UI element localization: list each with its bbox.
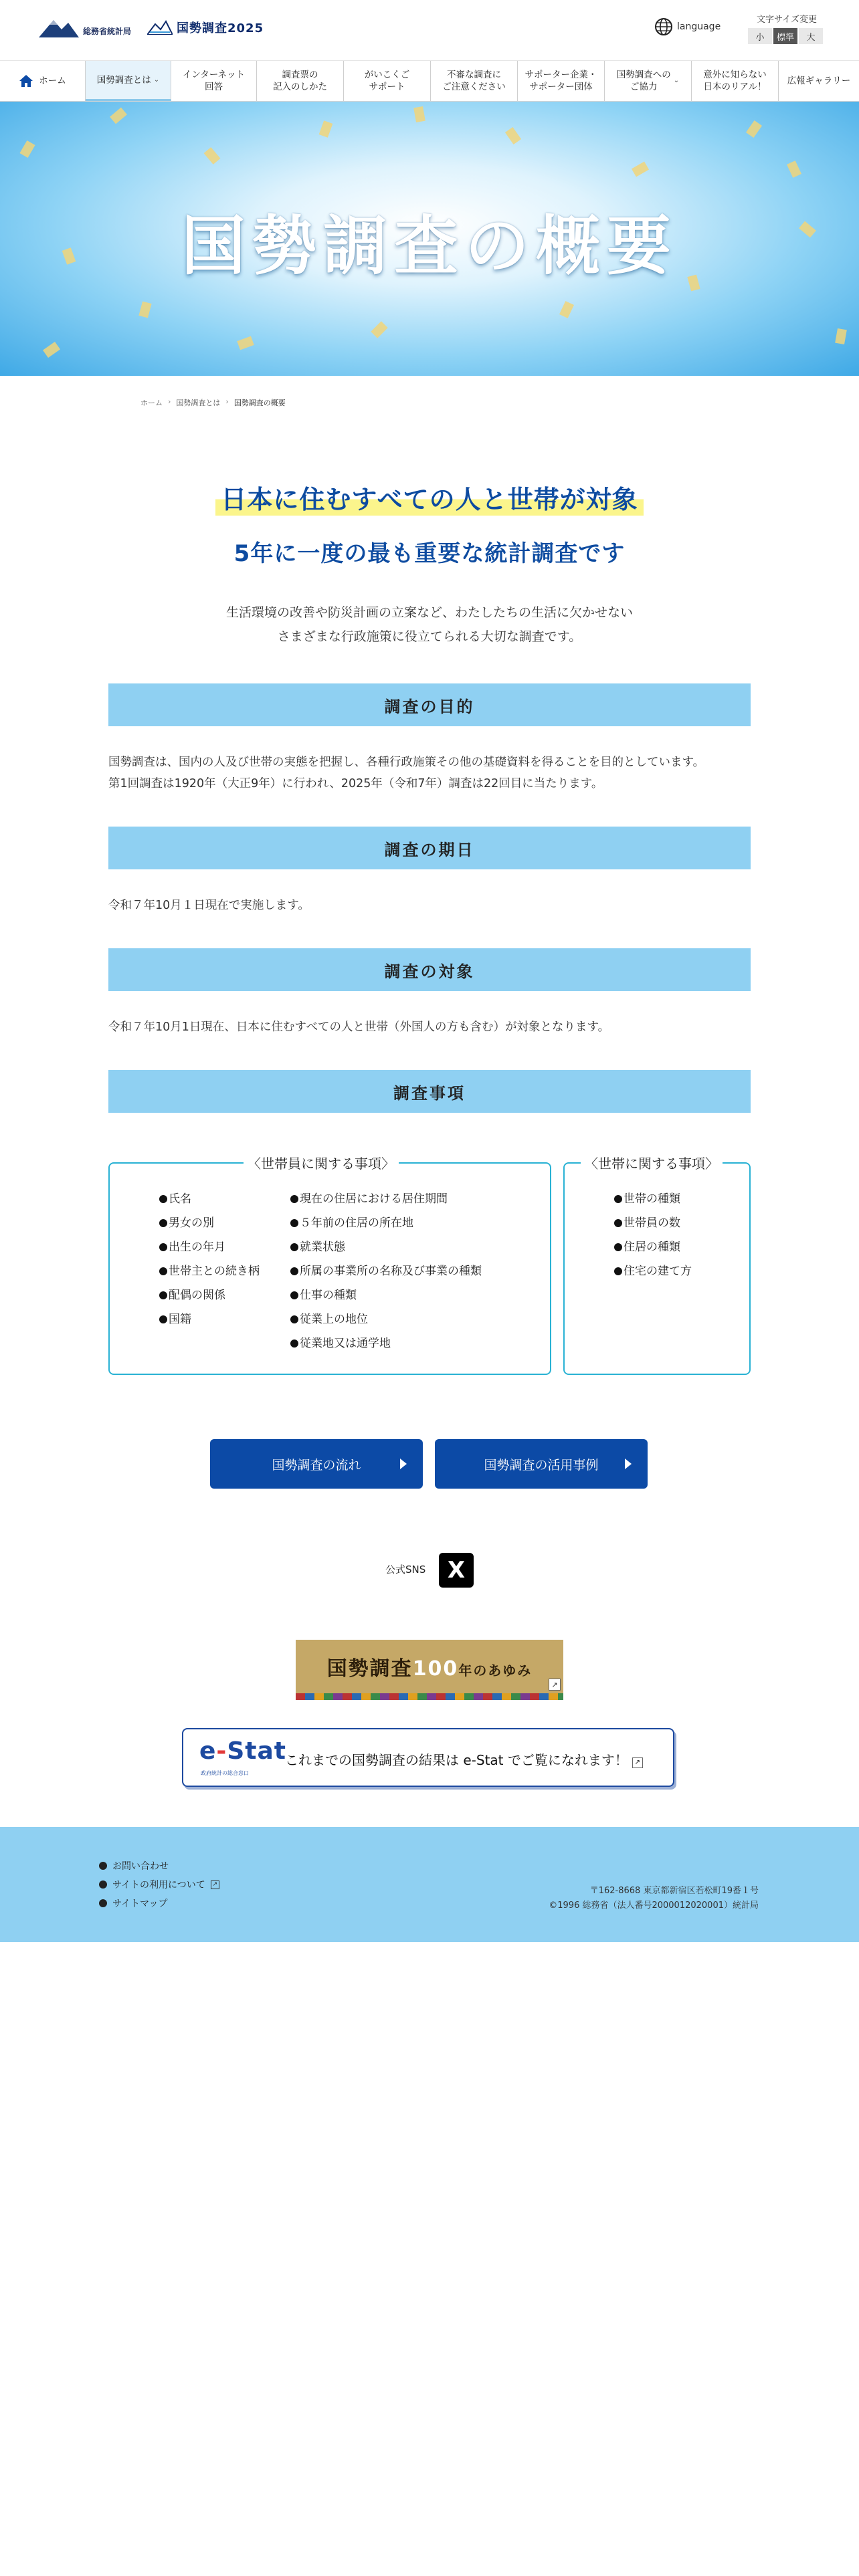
nav-item-label-line2: サポーター団体 — [529, 82, 593, 92]
nav-item-label-line2: ご協力 — [630, 82, 658, 92]
confetti-piece — [138, 302, 151, 318]
confetti-piece — [787, 160, 801, 178]
member-item: 出生の年月 — [159, 1237, 225, 1254]
bullet-icon — [290, 1243, 298, 1251]
confetti-piece — [835, 328, 847, 344]
census-logo[interactable] — [147, 19, 264, 36]
hero-banner — [0, 102, 859, 376]
member-item: 国籍 — [159, 1309, 191, 1326]
confetti-piece — [319, 120, 333, 137]
nav-item-label-line1: 国勢調査への — [616, 70, 671, 80]
home-icon — [19, 74, 33, 88]
confetti-piece — [204, 147, 221, 165]
confetti-piece — [237, 336, 254, 350]
confetti-piece — [110, 108, 127, 124]
census-use-cases-button-label: 国勢調査の活用事例 — [484, 1457, 599, 1473]
bullet-icon — [99, 1899, 107, 1907]
intro-description — [0, 601, 859, 649]
ministry-logo-text: 総務省統計局 — [83, 26, 132, 36]
confetti-piece — [413, 106, 425, 122]
census-logo-icon — [147, 20, 173, 35]
member-item: 男女の別 — [159, 1213, 214, 1230]
census-flow-button[interactable] — [210, 1439, 423, 1489]
breadcrumb-current: 国勢調査の概要 — [233, 399, 286, 407]
confetti-piece — [371, 321, 387, 338]
nav-item-label-line1: がいこくご — [364, 70, 410, 80]
census-logo-text: 国勢調査2025 — [177, 21, 264, 35]
nav-item-foreign-language-support[interactable] — [344, 61, 431, 101]
bullet-icon — [290, 1219, 298, 1227]
footer-link-site-policy[interactable]: サイトの利用について ↗ — [99, 1878, 219, 1891]
globe-icon — [654, 17, 673, 36]
member-item: ５年前の住居の所在地 — [290, 1213, 413, 1230]
bullet-icon — [290, 1291, 298, 1299]
purpose-line2: 第1回調査は1920年（大正9年）に行われ、2025年（令和7年）調査は22回目に当たります。 — [108, 777, 603, 790]
ministry-mountain-icon — [39, 17, 79, 37]
breadcrumb — [140, 397, 286, 408]
nav-item-how-to-fill[interactable] — [257, 61, 344, 101]
intro-description-line2: さまざまな行政施策に役立てられる大切な調査です。 — [277, 629, 582, 644]
x-icon-glyph: X — [447, 1557, 466, 1584]
nav-item-fraud-warning[interactable] — [431, 61, 518, 101]
intro-lead-wrapper — [0, 479, 859, 516]
bullet-icon — [99, 1881, 107, 1889]
font-size-small-button[interactable]: 小 — [748, 28, 772, 44]
section-text-date: 令和７年10月１日現在で実施します。 — [108, 899, 310, 912]
nav-item-pr-gallery[interactable] — [779, 61, 859, 101]
nav-item-label: ホーム — [39, 76, 66, 86]
arrow-right-icon — [400, 1459, 407, 1469]
breadcrumb-parent-link[interactable]: 国勢調査とは — [176, 399, 221, 407]
confetti-piece — [43, 342, 60, 358]
x-twitter-icon[interactable] — [439, 1553, 474, 1588]
decorative-stripe — [296, 1693, 563, 1700]
footer-link-contact[interactable]: お問い合わせ — [99, 1859, 169, 1872]
chevron-down-icon: ⌄ — [673, 77, 680, 84]
bullet-icon — [159, 1315, 167, 1323]
confetti-piece — [632, 161, 649, 177]
footer-copyright: ©1996 総務省（法人番号2000012020001）統計局 — [549, 1901, 759, 1911]
external-link-icon: ↗ — [549, 1679, 561, 1691]
intro-description-line1: 生活環境の改善や防災計画の立案など、わたしたちの生活に欠かせない — [225, 605, 633, 620]
nav-item-supporters[interactable] — [518, 61, 605, 101]
font-size-large-button[interactable]: 大 — [799, 28, 823, 44]
external-link-icon: ↗ — [632, 1757, 643, 1768]
census-use-cases-button[interactable] — [435, 1439, 648, 1489]
estat-banner[interactable] — [182, 1728, 674, 1787]
estat-message: これまでの国勢調査の結果は e-Stat でご覧になれます！ ↗ — [285, 1749, 643, 1769]
breadcrumb-home-link[interactable]: ホーム — [140, 399, 163, 407]
font-size-medium-button[interactable]: 標準 — [773, 28, 797, 44]
official-sns-label: 公式SNS — [385, 1564, 426, 1576]
bullet-icon — [99, 1862, 107, 1870]
hero-title: 国勢調査の概要 — [181, 209, 678, 284]
nav-item-label-line1: インターネット — [182, 70, 246, 80]
breadcrumb-separator-icon: › — [168, 397, 171, 406]
intro-lead-subheadline: 5年に一度の最も重要な統計調査です — [233, 540, 626, 567]
member-item: 氏名 — [159, 1189, 191, 1206]
bullet-icon — [614, 1195, 622, 1203]
arrow-right-icon — [625, 1459, 632, 1469]
nav-item-label-line1: 意外に知らない — [703, 70, 767, 80]
household-item: 世帯の種類 — [614, 1189, 680, 1206]
member-item: 従業地又は通学地 — [290, 1333, 391, 1350]
member-item: 仕事の種類 — [290, 1285, 357, 1302]
nav-item-label-line2: 日本のリアル！ — [703, 82, 767, 92]
bullet-icon — [614, 1243, 622, 1251]
bullet-icon — [290, 1315, 298, 1323]
nav-item-label-line2: ご注意ください — [442, 82, 506, 92]
section-heading-purpose: 調査の目的 — [108, 683, 751, 726]
bullet-icon — [614, 1267, 622, 1275]
nav-item-home[interactable] — [0, 61, 86, 101]
bullet-icon — [159, 1219, 167, 1227]
global-nav — [0, 60, 859, 102]
ministry-logo[interactable] — [39, 16, 131, 39]
household-box-title: 〈世帯に関する事項〉 — [581, 1153, 723, 1172]
section-heading-items: 調査事項 — [108, 1070, 751, 1113]
section-text-purpose — [108, 752, 764, 794]
nav-item-label-line1: 不審な調査に — [447, 70, 501, 80]
household-member-box-title: 〈世帯員に関する事項〉 — [244, 1153, 399, 1172]
nav-item-label-line2: 回答 — [204, 82, 223, 92]
bullet-icon — [614, 1219, 622, 1227]
site-footer — [0, 1827, 859, 1942]
confetti-piece — [746, 120, 762, 138]
nav-item-label-line1: サポーター企業・ — [524, 70, 597, 80]
confetti-piece — [559, 301, 574, 318]
footer-address: 〒162-8668 東京都新宿区若松町19番１号 — [589, 1886, 759, 1896]
household-member-items-box — [108, 1156, 551, 1375]
member-item: 配偶の関係 — [159, 1285, 225, 1302]
confetti-piece — [19, 140, 35, 158]
census-100-years-banner-title: 国勢調査100年のあゆみ — [326, 1657, 533, 1681]
section-text-target: 令和７年10月1日現在、日本に住むすべての人と世帯（外国人の方も含む）が対象となります。 — [108, 1021, 610, 1034]
member-item: 従業上の地位 — [290, 1309, 368, 1326]
breadcrumb-separator-icon: › — [225, 397, 229, 406]
font-size-label: 文字サイズ変更 — [757, 15, 817, 25]
nav-item-label-line2: サポート — [369, 82, 405, 92]
site-header — [0, 0, 859, 59]
footer-link-sitemap[interactable]: サイトマップ — [99, 1897, 167, 1910]
bullet-icon — [290, 1195, 298, 1203]
bullet-icon — [159, 1267, 167, 1275]
language-label: language — [677, 21, 721, 32]
confetti-piece — [505, 127, 521, 144]
chevron-down-icon: ⌄ — [153, 76, 160, 84]
bullet-icon — [290, 1339, 298, 1348]
member-item: 世帯主との続き柄 — [159, 1261, 260, 1278]
nav-item-label-line2: 記入のしかた — [273, 82, 327, 92]
section-heading-target: 調査の対象 — [108, 948, 751, 991]
nav-item-internet-answer[interactable] — [171, 61, 257, 101]
household-item: 住居の種類 — [614, 1237, 680, 1254]
household-item: 世帯員の数 — [614, 1213, 680, 1230]
font-size-switcher — [748, 12, 826, 44]
census-flow-button-label: 国勢調査の流れ — [272, 1457, 361, 1473]
intro-lead-headline: 日本に住むすべての人と世帯が対象 — [215, 479, 643, 516]
member-item: 所属の事業所の名称及び事業の種類 — [290, 1261, 482, 1278]
member-item: 現在の住居における居住期間 — [290, 1189, 448, 1206]
nav-item-label-line1: 調査票の — [282, 70, 318, 80]
bullet-icon — [290, 1267, 298, 1275]
nav-item-japan-reality[interactable] — [692, 61, 779, 101]
census-100-years-banner[interactable] — [296, 1640, 563, 1700]
language-selector[interactable] — [654, 17, 721, 36]
bullet-icon — [159, 1195, 167, 1203]
bullet-icon — [159, 1291, 167, 1299]
estat-logo-subtitle: 政府統計の総合窓口 — [201, 1770, 249, 1776]
nav-item-about-census[interactable] — [86, 61, 171, 101]
bullet-icon — [159, 1243, 167, 1251]
section-heading-date: 調査の期日 — [108, 827, 751, 869]
household-items-box — [563, 1156, 751, 1375]
member-item: 就業状態 — [290, 1237, 345, 1254]
nav-item-label: 国勢調査とは — [96, 74, 151, 86]
nav-item-label: 広報ギャラリー — [787, 76, 851, 86]
estat-logo: e-Stat — [199, 1737, 287, 1765]
nav-item-cooperation[interactable] — [605, 61, 692, 101]
external-link-icon: ↗ — [211, 1881, 219, 1889]
purpose-line1: 国勢調査は、国内の人及び世帯の実態を把握し、各種行政施策その他の基礎資料を得ることを目的としています。 — [108, 756, 705, 769]
household-item: 住宅の建て方 — [614, 1261, 692, 1278]
